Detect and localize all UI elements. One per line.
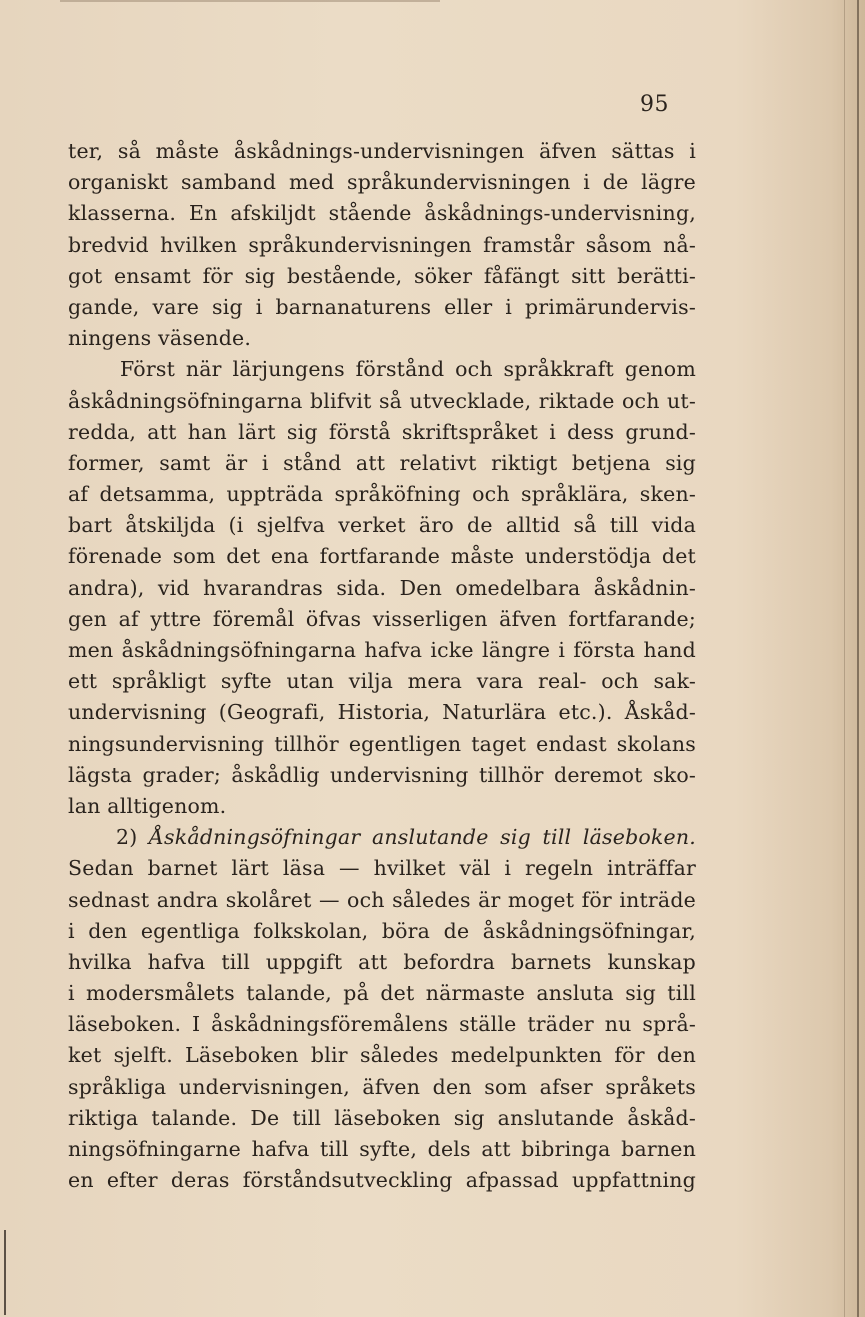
section-heading <box>68 822 696 853</box>
text-line: riktiga talande. De till läseboken sig anslutande åskåd- <box>68 1105 696 1130</box>
body-text <box>68 136 696 1196</box>
top-rule <box>60 0 440 2</box>
text-line: i den egentliga folkskolan, böra de åskådningsöfningar, <box>68 918 696 943</box>
section-number: 2) <box>116 825 138 850</box>
text-line: lägsta grader; åskådlig undervisning tillhör deremot sko- <box>68 762 696 787</box>
text-line: af detsamma, uppträda språköfning och språklära, sken- <box>68 482 696 507</box>
page-edge-shadow <box>844 0 845 1317</box>
text-line: got ensamt för sig bestående, söker fåfängt sitt berätti- <box>68 263 696 288</box>
text-line: redda, att han lärt sig förstå skriftspråket i dess grund- <box>68 419 696 444</box>
text-line: läseboken. I åskådningsföremålens ställe träder nu språ- <box>68 1012 696 1037</box>
page-edge-line <box>857 0 859 1317</box>
text-line: förenade som det ena fortfarande måste understödja det <box>68 544 696 569</box>
text-line: ningens väsende. <box>68 326 252 351</box>
text-line: ket sjelft. Läseboken blir således medelpunkten för den <box>68 1043 696 1068</box>
text-line: bart åtskiljda (i sjelfva verket äro de alltid så till vida <box>68 513 696 538</box>
paragraph-first-line: Först när lärjungens förstånd och språkkraft genom <box>120 357 696 382</box>
text-line: sednast andra skolåret — och således är moget för inträde <box>68 887 696 912</box>
text-line: Sedan barnet lärt läsa — hvilket väl i regeln inträffar <box>68 856 696 881</box>
text-line: lan alltigenom. <box>68 793 227 818</box>
text-line: former, samt är i stånd att relativt riktigt betjena sig <box>68 450 696 475</box>
text-line: undervisning (Geografi, Historia, Naturlära etc.). Åskåd- <box>68 700 696 725</box>
text-line: gen af yttre föremål öfvas visserligen äfven fortfarande; <box>68 606 696 631</box>
text-line: ter, så måste åskådnings-undervisningen äfven sättas i <box>68 139 696 163</box>
text-line: organiskt samband med språkundervisningen i de lägre <box>68 170 696 195</box>
text-line: en efter deras förståndsutveckling afpassad uppfattning <box>68 1168 696 1193</box>
page-number: 95 <box>640 92 669 117</box>
text-line: hvilka hafva till uppgift att befordra barnets kunskap <box>68 949 696 974</box>
text-line: bredvid hvilken språkundervisningen framstår såsom nå- <box>68 232 696 257</box>
text-line: ningsöfningarne hafva till syfte, dels att bibringa barnen <box>68 1137 696 1161</box>
text-line: klasserna. En afskiljdt stående åskådnings-undervisning, <box>68 201 696 226</box>
text-line: i modersmålets talande, på det närmaste ansluta sig till <box>68 981 696 1006</box>
left-margin-mark <box>4 1230 6 1315</box>
text-line: ett språkligt syfte utan vilja mera vara real- och sak- <box>68 669 696 694</box>
text-line: ningsundervisning tillhör egentligen taget endast skolans <box>68 731 696 756</box>
text-line: andra), vid hvarandras sida. Den omedelbara åskådnin- <box>68 575 696 600</box>
text-line: gande, vare sig i barnanaturens eller i primärundervis- <box>68 294 696 319</box>
text-line: språkliga undervisningen, äfven den som afser språkets <box>68 1074 696 1099</box>
text-line: åskådningsöfningarna blifvit så utvecklade, riktade och ut- <box>68 388 696 413</box>
text-line: men åskådningsöfningarna hafva icke längre i första hand <box>68 638 696 662</box>
section-title: Åskådningsöfningar anslutande sig till läseboken. <box>149 825 697 850</box>
